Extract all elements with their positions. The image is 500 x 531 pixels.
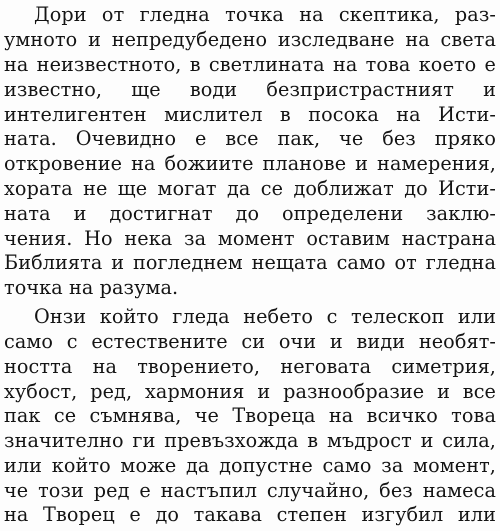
text-line: пак се съмнява, че Твореца на всичко това: [4, 404, 496, 427]
text-line: Дори от гледна точка на скептика, раз-: [34, 3, 496, 26]
text-line: ната. Очевидно е все пак, че без пряко: [4, 127, 496, 150]
text-line: умното и непредубедено изследване на света: [4, 28, 496, 51]
text-line: ността на творението, неговата симетрия,: [4, 355, 496, 378]
text-line: хората не ще могат да се доближат до Исти-: [4, 177, 496, 200]
text-line: само с естествените си очи и види необят-: [4, 330, 496, 353]
text-line: интелигентен мислител в посока на Исти-: [4, 103, 496, 126]
text-line: значително ги превъзхожда в мъдрост и сила,: [4, 429, 496, 452]
text-line: хубост, ред, хармония и разнообразие и все: [4, 380, 496, 403]
text-line: на неизвестното, в светлината на това което е: [4, 53, 496, 76]
text-line: ната и достигнат до определени заклю-: [4, 202, 496, 225]
text-line: чения. Но нека за момент оставим настрана: [4, 227, 496, 250]
text-line: известно, ще води безпристрастният и: [4, 78, 496, 101]
text-line: Онзи който гледа небето с телескоп или: [34, 305, 496, 328]
text-line: откровение на божиите планове и намерения,: [4, 152, 496, 175]
text-line: че този ред е настъпил случайно, без намеса: [4, 479, 496, 502]
text-line: на Творец е до такава степен изгубил или: [4, 503, 496, 526]
text-line: или който може да допустне само за момент,: [4, 454, 496, 477]
text-line: Библията и погледнем нещата само от гледна: [4, 251, 496, 274]
text-line: точка на разума.: [4, 276, 179, 299]
